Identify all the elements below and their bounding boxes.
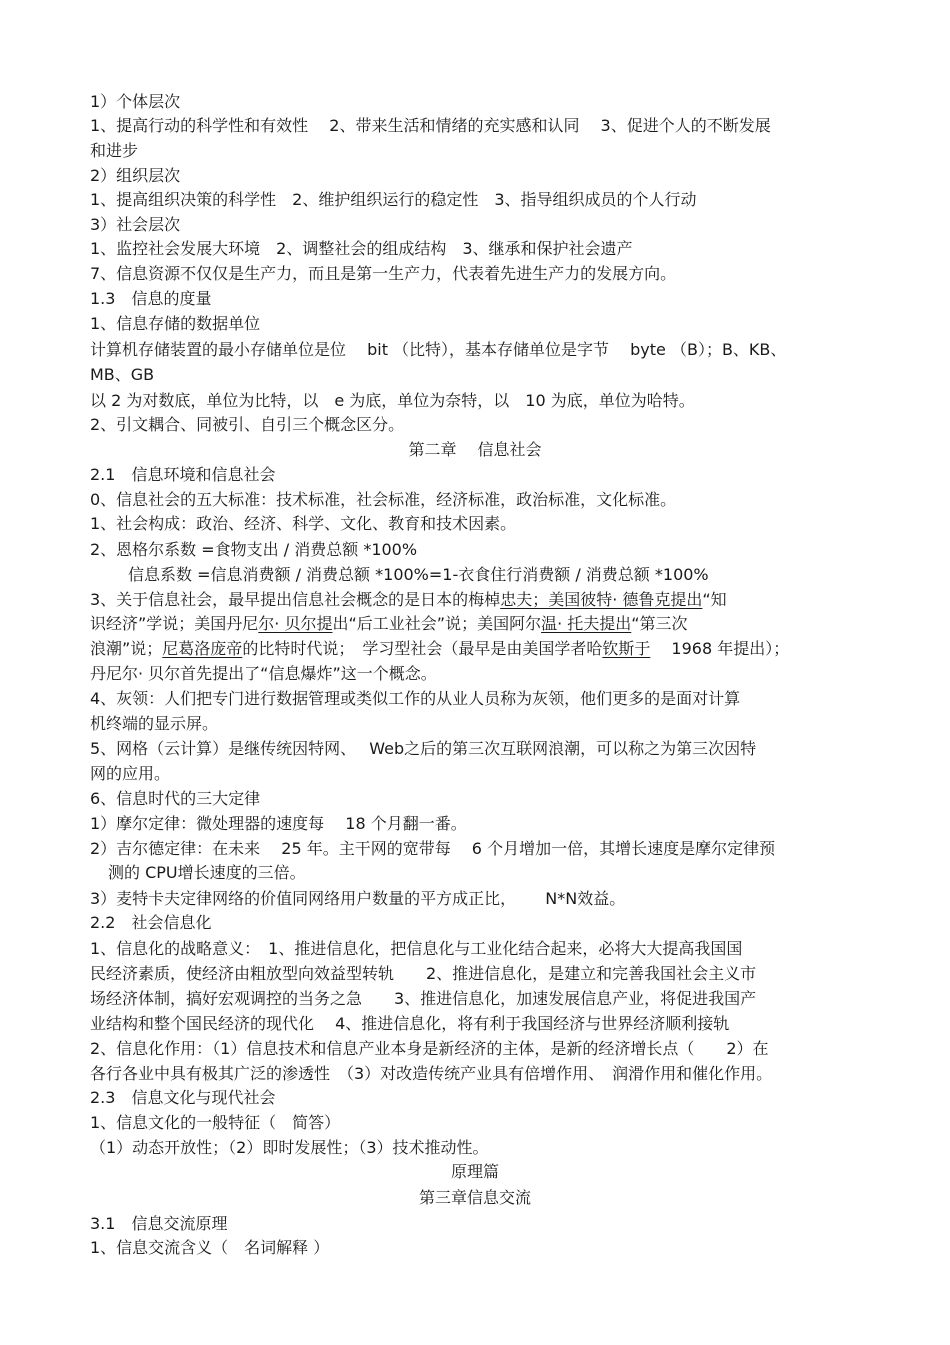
text-line: 机终端的显示屏。: [90, 714, 219, 733]
text-line: 民经济素质，使经济由粗放型向效益型转轨 2、推进信息化，是建立和完善我国社会主义市: [90, 964, 757, 983]
text-span: “知: [702, 590, 727, 609]
text-span: 浪潮”说；: [90, 639, 163, 658]
heading-individual-level: 1）个体层次: [90, 92, 181, 111]
text-line: 5、网格（云计算）是继传统因特网、 Web之后的第三次互联网浪潮，可以称之为第三次因特: [90, 739, 757, 758]
text-line: 0、信息社会的五大标准：技术标准，社会标准，经济标准，政治标准，文化标准。: [90, 490, 677, 509]
text-span: 的比特时代说； 学习型社会（最早是由美国学者哈: [242, 639, 603, 658]
text-span: 3、关于信息社会，最早提出信息社会概念的是日本的梅棹: [90, 590, 501, 609]
text-line: 和进步: [90, 141, 139, 160]
text-line: 计算机存储装置的最小存储单位是位 bit （比特），基本存储单位是字节 byte （B）；B、KB、: [90, 340, 787, 359]
text-line: 测的 CPU增长速度的三倍。: [108, 863, 306, 882]
text-line: 1、监控社会发展大环境 2、调整社会的组成结构 3、继承和保护社会遗产: [90, 239, 633, 258]
text-line: MB、GB: [90, 365, 155, 384]
section-heading-2-3: 2.3 信息文化与现代社会: [90, 1088, 276, 1107]
text-line: [90, 589, 865, 611]
underlined-text: 温· 托夫提出: [541, 614, 632, 633]
text-line: 2）吉尔德定律：在未来 25 年。主干网的宽带每 6 个月增加一倍，其增长速度是摩尔定律预: [90, 839, 776, 858]
section-heading-3-1: 3.1 信息交流原理: [90, 1214, 228, 1233]
text-line: 2、引文耦合、同被引、自引三个概念区分。: [90, 415, 405, 434]
underlined-text: 尼葛洛庞帝: [162, 639, 243, 658]
text-span: 出“后工业社会”说；美国阿尔: [332, 614, 542, 633]
text-line: 1、信息交流含义（ 名词解释 ）: [90, 1238, 330, 1257]
text-line: 1、提高组织决策的科学性 2、维护组织运行的稳定性 3、指导组织成员的个人行动: [90, 190, 697, 209]
text-line: [90, 613, 865, 635]
text-line: 1、信息存储的数据单位: [90, 314, 261, 333]
underlined-text: 尔· 贝尔提: [258, 614, 333, 633]
underlined-text: 钦斯于: [602, 639, 651, 658]
section-heading-2-2: 2.2 社会信息化: [90, 913, 212, 932]
text-line: 网的应用。: [90, 764, 171, 783]
text-span: 识经济”学说；美国丹尼: [90, 614, 259, 633]
text-line: [90, 638, 865, 660]
part-title: 原理篇: [450, 1162, 499, 1181]
text-line: 信息系数 =信息消费额 / 消费总额 *100%=1-衣食住行消费额 / 消费总额 *100%: [128, 565, 709, 584]
text-line: 1、提高行动的科学性和有效性 2、带来生活和情绪的充实感和认同 3、促进个人的不断发展: [90, 116, 771, 135]
text-line: 丹尼尔· 贝尔首先提出了“信息爆炸”这一个概念。: [90, 664, 437, 683]
text-line: 4、灰领：人们把专门进行数据管理或类似工作的从业人员称为灰领，他们更多的是面对计算: [90, 689, 741, 708]
section-heading-1-3: 1.3 信息的度量: [90, 289, 212, 308]
text-span: 1968 年提出）；: [650, 639, 790, 658]
chapter-title-2: 第二章 信息社会: [408, 440, 542, 459]
text-line: 以 2 为对数底，单位为比特，以 e 为底，单位为奈特，以 10 为底，单位为哈特。: [90, 391, 695, 410]
text-line: 1）摩尔定律：微处理器的速度每 18 个月翻一番。: [90, 814, 467, 833]
heading-organization-level: 2）组织层次: [90, 166, 181, 185]
text-line: 1、信息文化的一般特征（ 简答）: [90, 1113, 341, 1132]
text-line: 3）麦特卡夫定律网络的价值同网络用户数量的平方成正比， N*N效益。: [90, 889, 626, 908]
text-line: 7、信息资源不仅仅是生产力，而且是第一生产力，代表着先进生产力的发展方向。: [90, 264, 677, 283]
text-line: 1、社会构成：政治、经济、科学、文化、教育和技术因素。: [90, 514, 517, 533]
text-line: 业结构和整个国民经济的现代化 4、推进信息化，将有利于我国经济与世界经济顺利接轨: [90, 1014, 730, 1033]
chapter-title-3: 第三章信息交流: [418, 1188, 531, 1207]
heading-society-level: 3）社会层次: [90, 215, 181, 234]
text-line: 各行各业中具有极其广泛的渗透性 （3）对改造传统产业具有倍增作用、 润滑作用和催化作用。: [90, 1064, 773, 1083]
text-line: 1、信息化的战略意义： 1、推进信息化，把信息化与工业化结合起来，必将大大提高我国国: [90, 939, 743, 958]
text-line: 场经济体制，搞好宏观调控的当务之急 3、推进信息化，加速发展信息产业，将促进我国产: [90, 989, 757, 1008]
underlined-text: 忠夫；美国彼特· 德鲁克提出: [500, 590, 703, 609]
text-line: （1）动态开放性；（2）即时发展性；（3）技术推动性。: [90, 1138, 489, 1157]
text-line: 2、信息化作用：（1）信息技术和信息产业本身是新经济的主体，是新的经济增长点（ 2）在: [90, 1039, 769, 1058]
section-heading-2-1: 2.1 信息环境和信息社会: [90, 465, 276, 484]
text-line: 6、信息时代的三大定律: [90, 789, 261, 808]
text-span: “第三次: [631, 614, 688, 633]
text-line: 2、恩格尔系数 =食物支出 / 消费总额 *100%: [90, 540, 418, 559]
